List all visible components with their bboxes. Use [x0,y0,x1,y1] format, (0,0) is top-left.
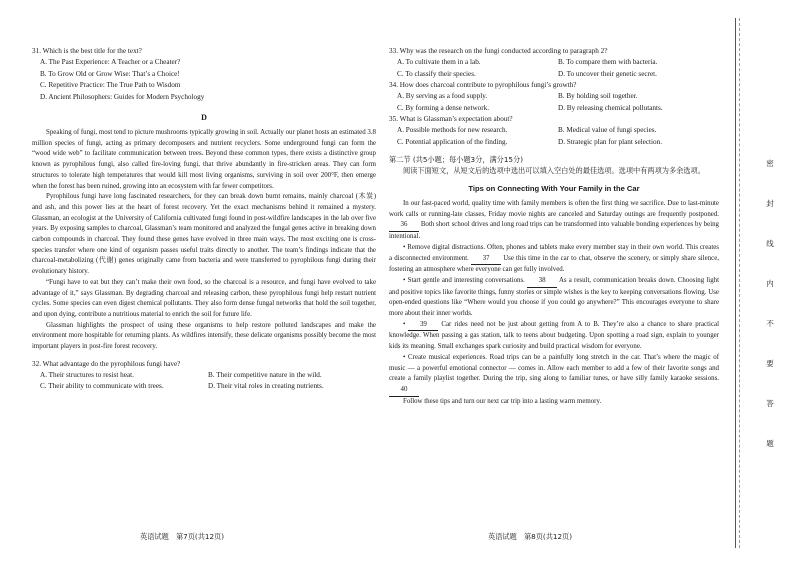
option-c: C. Potential application of the finding. [397,137,508,146]
passage-paragraph [389,199,719,243]
page-footer: 英语试题 第8页(共12页) [488,532,573,541]
passage-paragraph: Follow these tips and turn our next car trip into a lasting warm memory. [403,397,602,405]
option-c: C. By forming a dense network. [397,103,490,112]
section-instructions: 阅读下面短文，从短文后的选项中选出可以填入空白处的最佳选项。选项中有两项为多余选项。 [403,166,705,175]
option-d: D. Their vital roles in creating nutrients. [208,382,324,391]
option-b: B. By holding soil together. [558,92,638,100]
text-span: Car rides need not be just about getting from A to B. They’re also a chance to share practical knowledge. When passing a gas station, talk to teens about budgeting. Upon spotting a road sign, explain to younger kids its meaning. Small exchanges spark curiosity and build practical wisdom for everyone. [389,320,719,351]
option-b: B. Medical value of fungi species. [558,126,657,134]
option-a: A. To cultivate them in a lab. [397,58,481,66]
option-b: B. Their competitive nature in the wild. [208,370,322,379]
option-c: C. Their ability to communicate with trees. [40,382,164,391]
passage-paragraph: Speaking of fungi, most tend to picture mushrooms typically growing in soil. Actually our planet hosts an estimated 3.8 million species of fungi, acting as primary decomposers and nutrient recyclers. Some underground fungi can form the “wood wide web” to facilitate communication between trees. Beyond these common types, there exists a distinctive group known as pyrophilous fungi, also called fire-loving fungi, that thrive abundantly in fire-stricken areas. They can form structures to tolerate high temperatures that would kill most living organisms, surviving in soil over 200°F, then emerge when the forest has been ruined, growing into an ecosystem with far fewer competitors. [32,129,376,190]
question-stem: 34. How does charcoal contribute to pyrophilous fungi’s growth? [389,81,577,89]
seal-char: 题 [766,439,774,448]
passage-paragraph [389,353,719,397]
passage-paragraph: Glassman highlights the prospect of using these organisms to help restore polluted landscapes and make the environment more hospitable for returning plants. As wildfires intensify, these delicate organisms possibly become the most important players in post-fire forest recovery. [32,321,376,351]
question-stem: 35. What is Glassman’s expectation about? [389,115,513,123]
text-span: • [403,320,406,328]
blank-36: 36 [389,220,419,232]
passage-paragraph [389,320,719,353]
passage-letter: D [201,113,207,122]
text-span: • Remove digital distractions. Often, phones and tablets make every member stay in their own world. This creates a disconnected environment. [389,243,719,262]
option-d: D. By releasing chemical pollutants. [558,103,663,112]
question-35 [389,114,719,148]
option-d: D. To uncover their genetic secret. [558,69,657,78]
seal-char: 线 [766,239,774,248]
option-a: A. Possible methods for new research. [397,126,508,134]
seal-char: 密 [766,159,774,168]
passage-paragraph [389,276,719,320]
option-b: B. To Grow Old or Grow Wise: That’s a Choice! [40,69,180,78]
seal-char: 要 [766,359,774,368]
option-b: B. To compare them with bacteria. [558,58,658,66]
passage-paragraph: Pyrophilous fungi have long fascinated researchers, for they can break down burnt remains, mainly charcoal (木炭) and ash, and this power lies at the heart of forest recovery. Yet the exact mechanisms behind it remained a mystery. Glassman, an ecologist at the University of California cultivated fungi found in post-wildfire landscapes in the lab over five years. By exposing samples to charcoal, Glassman’s team monitored and analyzed the fungal genes active in breaking down carbon compounds in charcoal. They found these genes have evolved in three main ways. The most exciting one is cross-species transfer where one kind of organism passes useful traits directly to another. The team’s findings indicate that the charcoal-metabolizing (代谢) genes originally came from bacteria and were transferred to pyrophilous fungi during their evolutionary history. [32,193,376,276]
left-page [0,0,380,566]
passage-paragraph: “Fungi have to eat but they can’t make their own food, so the charcoal is a resource, and fungi have evolved to take advantage of it,” says Glassman. By degrading charcoal and releasing carbon, these pyrophilous fungi help restart nutrient cycles. Some species can even digest chemical pollutants. They also form dense fungal networks that hold the soil together, and upon dying, contribute a nutritious material to enrich the soil for future life. [32,278,376,318]
right-page [383,0,723,566]
question-32 [32,359,376,393]
text-span: Both short school drives and long road trips can be transformed into valuable bonding experiences by being intentional. [389,221,719,241]
blank-39: 39 [408,320,438,332]
option-d: D. Strategic plan for plant selection. [558,137,662,146]
question-34 [389,80,719,114]
blank-38: 38 [527,276,557,288]
option-c: C. To classify their species. [397,69,476,78]
section-heading: 第二节 (共5小题；每小题3分，满分15分) [389,155,523,164]
blank-40: 40 [389,385,419,397]
option-a: A. The Past Experience: A Teacher or a Cheater? [40,58,181,66]
option-d: D. Ancient Philosophers: Guides for Modern Psychology [40,92,205,101]
question-33 [389,46,719,80]
binding-line [735,18,736,548]
seal-char: 内 [766,279,774,288]
passage-d [32,128,376,353]
seal-char: 封 [766,199,774,208]
binding-margin [723,0,800,566]
seal-char: 答 [766,399,774,408]
option-a: A. By serving as a food supply. [397,92,488,100]
passage-paragraph [389,243,719,276]
question-stem: 33. Why was the research on the fungi conducted according to paragraph 2? [389,47,608,55]
option-a: A. Their structures to resist heat. [40,370,134,379]
article-title: Tips on Connecting With Your Family in the Car [468,184,640,193]
question-stem: 32. What advantage do the pyrophilous fungi have? [32,359,181,368]
seal-notice [763,158,777,478]
page-footer: 英语试题 第7页(共12页) [140,532,225,541]
text-span: As a result, communication breaks down. Choosing light and positive topics like favorite things, funny stories or simple wishes is the key to keeping conversations flowing. Use open-ended questions like “Where would you choose if you could go anywhere?” This encourages everyone to share more about their inner worlds. [389,276,719,318]
text-span: Use this time in the car to chat, observe the scenery, or simply share silence, fostering an atmosphere where everyone can get fully involved. [389,254,719,274]
text-span: In our fast-paced world, quality time with family members is often the first thing we sacrifice. Due to last-minute work calls or running-late classes, Friday movie nights are canceled and Saturday outings are frequently postponed. [389,200,719,218]
question-31 [32,46,376,103]
seal-char: 不 [766,319,774,328]
cloze-passage [389,199,719,407]
blank-37: 37 [471,254,501,266]
option-c: C. Repetitive Practice: The True Path to Wisdom [40,81,181,89]
binding-dashed-line [739,18,740,548]
text-span: • Start gentle and interesting conversations. [403,276,525,284]
text-span: • Create musical experiences. Road trips can be a painfully long stretch in the car. That’s where the magic of music — a powerful emotional connector — comes in. Allow each member to add a few of their favorite songs and create a family playlist together. During the trip, sing along to familiar tunes, or have silly family karaoke sessions. [389,353,719,383]
question-stem: 31. Which is the best title for the text? [32,47,142,55]
